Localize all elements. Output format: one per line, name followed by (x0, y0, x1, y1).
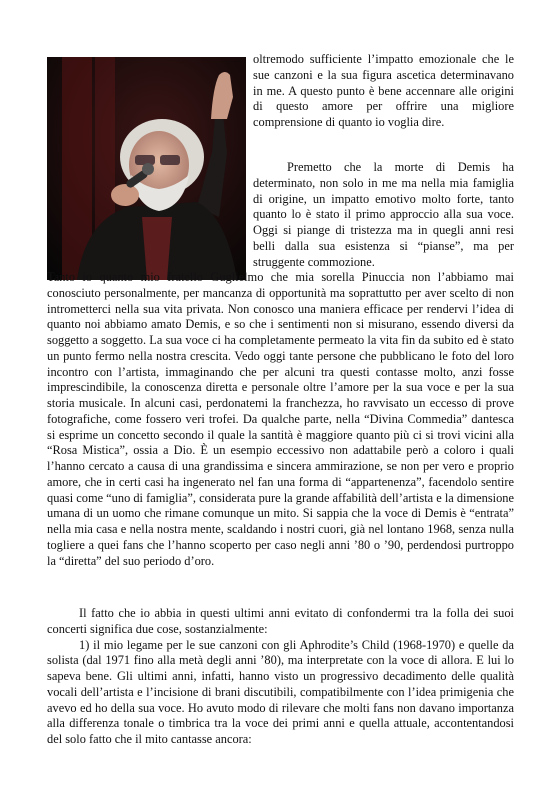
paragraph-text: Premetto che la morte di Demis ha determinato, non solo in me ma nella mia famiglia di origine, un impatto emotivo molto forte, tanto quanto lo è stato il primo approccio alla sua voce. Oggi si piange di tristezza ma in quegli anni resi belli dalla sua esistenza si “pianse”, ma per struggente commozione. (253, 160, 514, 269)
singer-photo-icon (47, 57, 246, 280)
paragraph-concerts (47, 606, 514, 748)
paragraph-demis-death (253, 160, 514, 270)
paragraph-main (47, 270, 514, 569)
singer-photo (47, 57, 246, 280)
paragraph-text: Tanto io quanto mio fratello Guglielmo che mia sorella Pinuccia non l’abbiamo mai conosciuto personalmente, per mancanza di opportunità ma soprattutto per aver scelto di non intrometterci nella sua vita privata. Non conosco una maniera efficace per rendervi l’idea di quanto noi abbiamo amato Demis, e so che i sentimenti non si misurano, essendo diversi da soggetto a soggetto. La sua voce ci ha completamente permeato la vita fin da subito ed è stato un punto fermo nella nostra crescita. Vedo oggi tante persone che pubblicano le foto del loro incontro con l’artista, immaginando che per alcuni tra questi contasse molto, anzi fosse imprescindibile, la conoscenza diretta e personale oltre l’amore per la sua voce e per la sua storia musicale. In alcuni casi, perdonatemi la franchezza, ho ravvisato un eccesso di prove fotografiche, come fossero veri trofei. Da qualche parte, nella “Divina Commedia” dantesca si esprime un concetto secondo il quale la santità è maggiore quanto più ci si trovi vicini alla “Rosa Mistica”, ossia a Dio. È un esempio eccessivo non adattabile però a coloro i quali l’hanno cercato a causa di una grandissima e sincera ammirazione, se non per vero e proprio amore, che in certi casi ha ingenerato nel fan una forma di “appartenenza”, facendolo sentire quasi come “uno di famiglia”, considerata pure la grande affabilità dell’artista e la dimensione umana di un uomo che rimane comunque un mito. Si sappia che la voce di Demis è “entrata” nella mia casa e nella nostra mente, scaldando i nostri cuori, già nel lontano 1968, senza nulla togliere a quei fans che l’hanno scoperto per caso negli anni ’80 o ’90, perdendosi purtroppo la “diretta” del suo periodo d’oro. (47, 270, 514, 568)
paragraph-text: Il fatto che io abbia in questi ultimi anni evitato di confondermi tra la folla dei suoi concerti significa due cose, sostanzialmente: (47, 606, 514, 636)
paragraph-intro-continuation (253, 52, 514, 131)
paragraph-text: oltremodo sufficiente l’impatto emozionale che le sue canzoni e la sua figura ascetica determinavano in me. A questo punto è bene accennare alle origini di questo amore per offrire una migliore comprensione di quanto io voglia dire. (253, 52, 514, 129)
paragraph-text: 1) il mio legame per le sue canzoni con gli Aphrodite’s Child (1968-1970) e quelle da solista (dal 1971 fino alla metà degli anni ’80), ma interpretate con la voce di allora. E lui lo sapeva bene. Gli ultimi anni, infatti, hanno visto un progressivo decadimento delle qualità vocali dell’artista e l’incisione di brani discutibili, compatibilmente con l’idea primigenia che avevo ed ho della sua voce. Ho avuto modo di rilevare che molti fans non davano importanza alla differenza tonale o timbrica tra la voce dei primi anni e quella attuale, accontentandosi del solo fatto che il mito cantasse ancora: (47, 637, 514, 746)
